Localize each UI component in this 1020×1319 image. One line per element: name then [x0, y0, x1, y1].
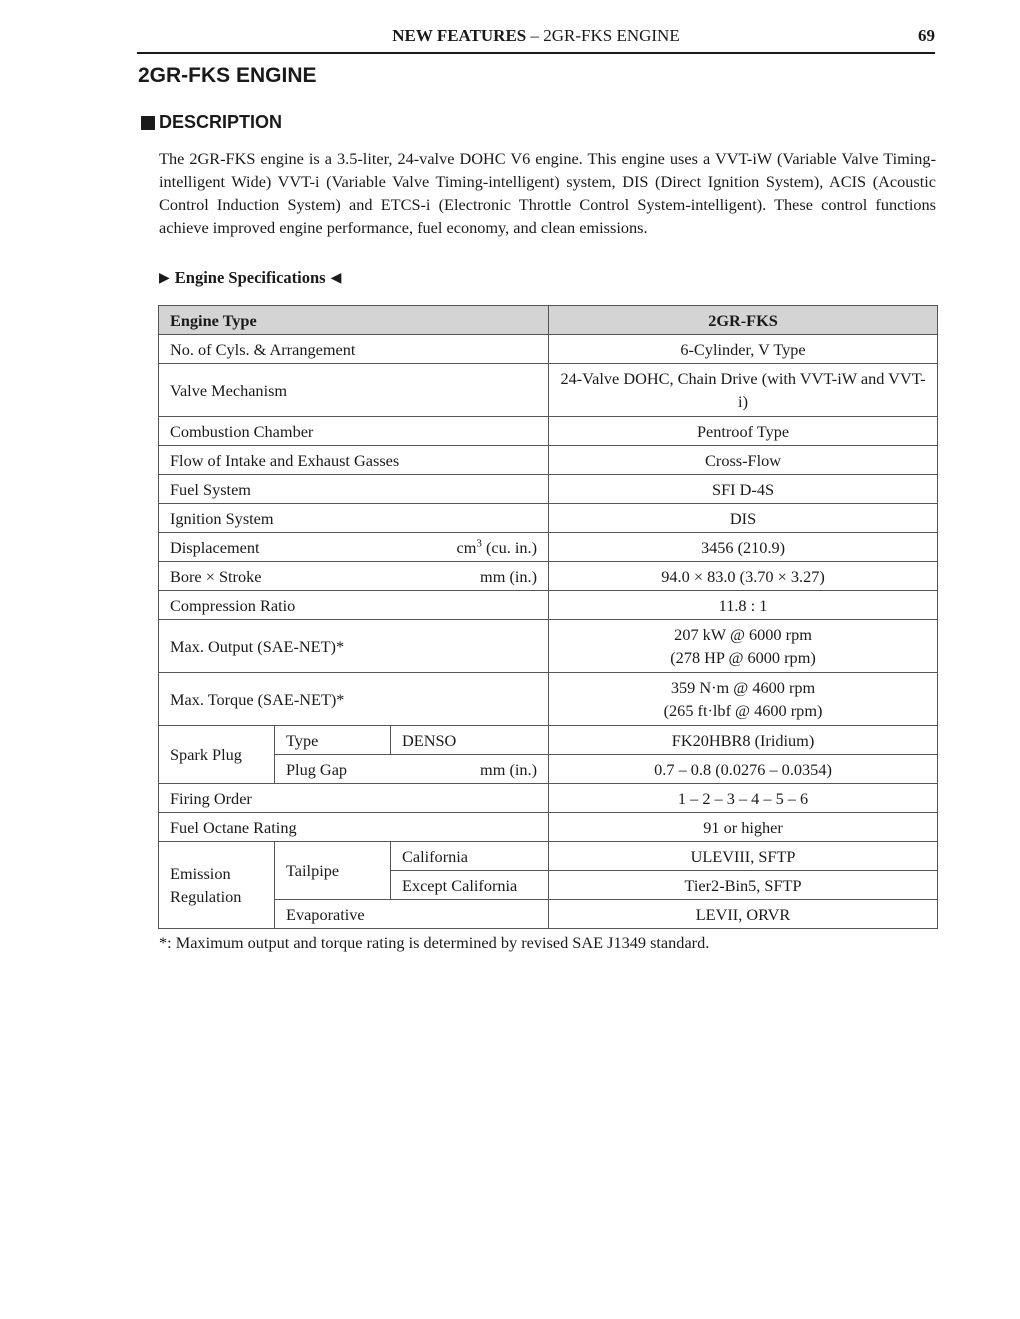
row-group-label: Emission Regulation — [159, 842, 275, 929]
row-unit: mm (in.) — [480, 759, 538, 779]
unit-suffix: (cu. in.) — [481, 537, 538, 557]
row-sublabel: California — [391, 842, 549, 871]
row-label-split — [159, 533, 549, 562]
table-row — [159, 842, 938, 871]
row-label: Flow of Intake and Exhaust Gasses — [159, 446, 549, 475]
row-label-split — [159, 562, 549, 591]
engine-spec-table — [158, 305, 938, 929]
row-label: Fuel System — [159, 475, 549, 504]
subsection-title: DESCRIPTION — [159, 112, 283, 132]
row-value: FK20HBR8 (Iridium) — [549, 726, 938, 755]
header-title-rest: – 2GR-FKS ENGINE — [526, 26, 680, 45]
row-label: No. of Cyls. & Arrangement — [159, 335, 549, 364]
value-line: 207 kW @ 6000 rpm — [674, 625, 812, 644]
table-row — [159, 726, 938, 755]
row-label: Max. Torque (SAE-NET)* — [159, 673, 549, 726]
table-row — [159, 591, 938, 620]
value-line: (278 HP @ 6000 rpm) — [670, 648, 816, 667]
row-value: 91 or higher — [549, 813, 938, 842]
triangle-right-icon: ▶ — [159, 270, 170, 286]
row-value: 94.0 × 83.0 (3.70 × 3.27) — [549, 562, 938, 591]
row-value: 3456 (210.9) — [549, 533, 938, 562]
table-row — [159, 900, 938, 929]
row-value: 6-Cylinder, V Type — [549, 335, 938, 364]
row-label: Combustion Chamber — [159, 417, 549, 446]
table-row — [159, 475, 938, 504]
row-value — [549, 673, 938, 726]
row-label: Displacement — [170, 537, 260, 557]
table-row — [159, 673, 938, 726]
row-unit — [456, 536, 537, 559]
square-bullet-icon — [141, 116, 155, 130]
header-title — [137, 26, 935, 46]
row-label: Fuel Octane Rating — [159, 813, 549, 842]
row-label: Max. Output (SAE-NET)* — [159, 620, 549, 673]
section-title: 2GR-FKS ENGINE — [138, 64, 317, 87]
row-label: Firing Order — [159, 784, 549, 813]
row-label: Ignition System — [159, 504, 549, 533]
header-value-cell: 2GR-FKS — [549, 306, 938, 335]
table-row — [159, 417, 938, 446]
row-sublabel: Type — [275, 726, 391, 755]
table-row — [159, 364, 938, 417]
page-header — [137, 24, 935, 54]
table-row — [159, 533, 938, 562]
table-row — [159, 755, 938, 784]
row-group-label: Spark Plug — [159, 726, 275, 784]
header-title-bold: NEW FEATURES — [392, 26, 527, 45]
row-label-split — [275, 755, 549, 784]
unit-base: cm — [456, 537, 477, 557]
value-line: 359 N·m @ 4600 rpm — [670, 678, 816, 697]
spec-heading-text: Engine Specifications — [174, 268, 326, 287]
subsection-heading — [141, 112, 282, 133]
row-sublabel: DENSO — [391, 726, 549, 755]
row-value: SFI D-4S — [549, 475, 938, 504]
table-row — [159, 446, 938, 475]
row-sublabel: Plug Gap — [286, 759, 348, 779]
row-sublabel: Evaporative — [275, 900, 549, 929]
table-row — [159, 620, 938, 673]
row-value: Tier2-Bin5, SFTP — [549, 871, 938, 900]
row-label: Bore × Stroke — [170, 566, 262, 586]
table-row — [159, 562, 938, 591]
table-row — [159, 813, 938, 842]
row-value: 11.8 : 1 — [549, 591, 938, 620]
table-header-row — [159, 306, 938, 335]
row-value: ULEVIII, SFTP — [549, 842, 938, 871]
row-value: 0.7 – 0.8 (0.0276 – 0.0354) — [549, 755, 938, 784]
value-line: (265 ft·lbf @ 4600 rpm) — [663, 701, 823, 720]
row-value: Cross-Flow — [549, 446, 938, 475]
row-value: 1 – 2 – 3 – 4 – 5 – 6 — [549, 784, 938, 813]
row-label: Valve Mechanism — [159, 364, 549, 417]
triangle-left-icon: ◀ — [330, 270, 342, 286]
row-value: DIS — [549, 504, 938, 533]
row-unit: mm (in.) — [480, 566, 538, 586]
table-row — [159, 784, 938, 813]
row-value: LEVII, ORVR — [549, 900, 938, 929]
description-paragraph: The 2GR-FKS engine is a 3.5-liter, 24-valve DOHC V6 engine. This engine uses a VVT-iW (Variable Valve Timing-intelligent Wide) VVT-i (Variable Valve Timing-intelligent) system, DIS (Direct Ignition System), ACIS (Acoustic Control Induction System) and ETCS-i (Electronic Throttle Control System-intelligent). These control functions achieve improved engine performance, fuel economy, and clean emissions. — [159, 149, 936, 237]
table-row — [159, 504, 938, 533]
table-row — [159, 335, 938, 364]
header-label-cell: Engine Type — [159, 306, 549, 335]
spec-heading — [159, 268, 346, 288]
row-sublabel: Except California — [391, 871, 549, 900]
row-label: Compression Ratio — [159, 591, 549, 620]
row-subgroup-label: Tailpipe — [275, 842, 391, 900]
row-value: Pentroof Type — [549, 417, 938, 446]
unit-exponent: 3 — [476, 537, 482, 550]
row-value: 24-Valve DOHC, Chain Drive (with VVT-iW and VVT-i) — [549, 364, 938, 417]
page-number: 69 — [918, 26, 935, 45]
footnote: *: Maximum output and torque rating is determined by revised SAE J1349 standard. — [159, 933, 710, 952]
row-value — [549, 620, 938, 673]
